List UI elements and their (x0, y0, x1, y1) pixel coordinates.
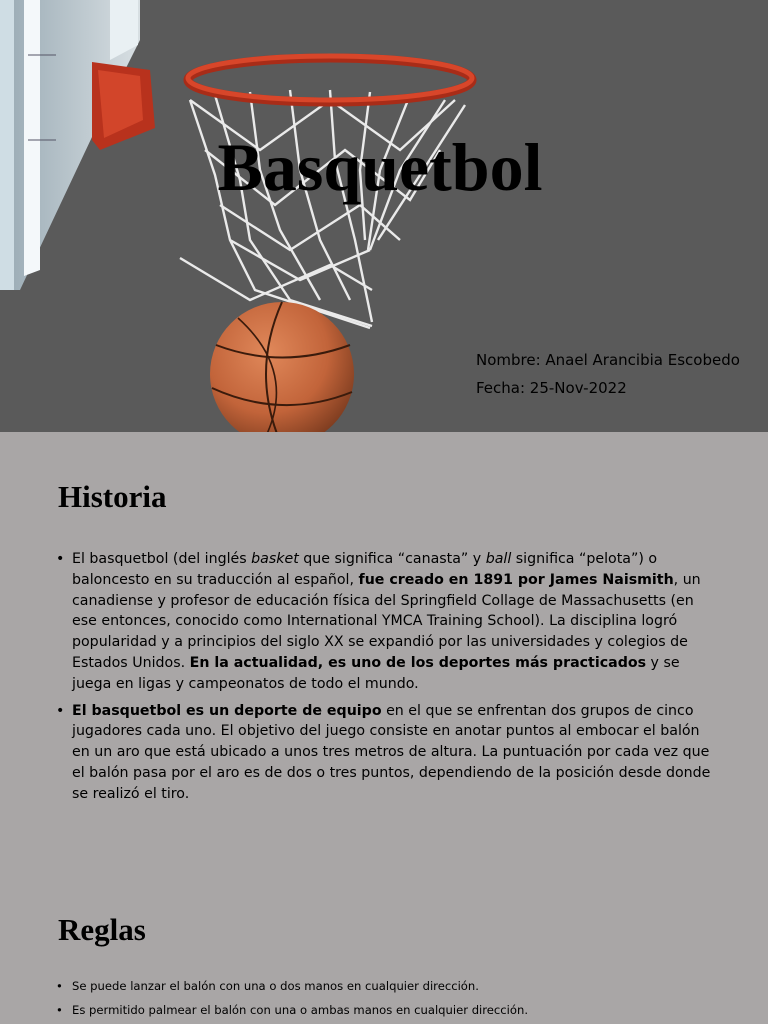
history-bullet-2: • El basquetbol es un deporte de equipo en el que se enfrentan dos grupos de cinco jugadores cada uno. El objetivo del juego consiste en anotar puntos al embocar el balón en un aro que está ubicado a unos tres metros de altura. La puntuación por cada vez que el balón pasa por el aro es de dos o tres puntos, dependiendo de la posición desde donde se realizó el tiro. (56, 701, 716, 805)
presentation-title: Basquetbol (217, 129, 543, 205)
history-heading: Historia (58, 479, 167, 514)
author-info (476, 346, 766, 402)
history-bullet-1: • El basquetbol (del inglés basket que significa “canasta” y ball significa “pelota”) o baloncesto en su traducción al español, fue creado en 1891 por James Naismith, un canadiense y profesor de educación física del Springfield Collage de Massachusetts (en ese entonces, conocido como International YMCA Training School). La disciplina logró popularidad y a principios del siglo XX se expandió por las universidades y colegios de Estados Unidos. En la actualidad, es uno de los deportes más practicados y se juega en ligas y campeonatos de todo el mundo. (56, 549, 716, 695)
basketball (210, 302, 354, 432)
backboard (0, 0, 140, 290)
rules-slide (0, 864, 768, 1024)
presentation-date: Fecha: 25-Nov-2022 (476, 379, 627, 397)
author-name: Nombre: Anael Arancibia Escobedo (476, 351, 740, 369)
history-bullets (56, 549, 716, 811)
net (180, 90, 465, 328)
rim-bracket (92, 62, 155, 150)
rule-item: • Se puede lanzar el balón con una o dos manos en cualquier dirección. (56, 974, 736, 998)
rules-list (56, 974, 736, 1022)
title-slide (0, 0, 768, 432)
rules-heading: Reglas (58, 912, 146, 947)
history-slide (0, 432, 768, 864)
rule-item: • Es permitido palmear el balón con una o ambas manos en cualquier dirección. (56, 998, 736, 1022)
